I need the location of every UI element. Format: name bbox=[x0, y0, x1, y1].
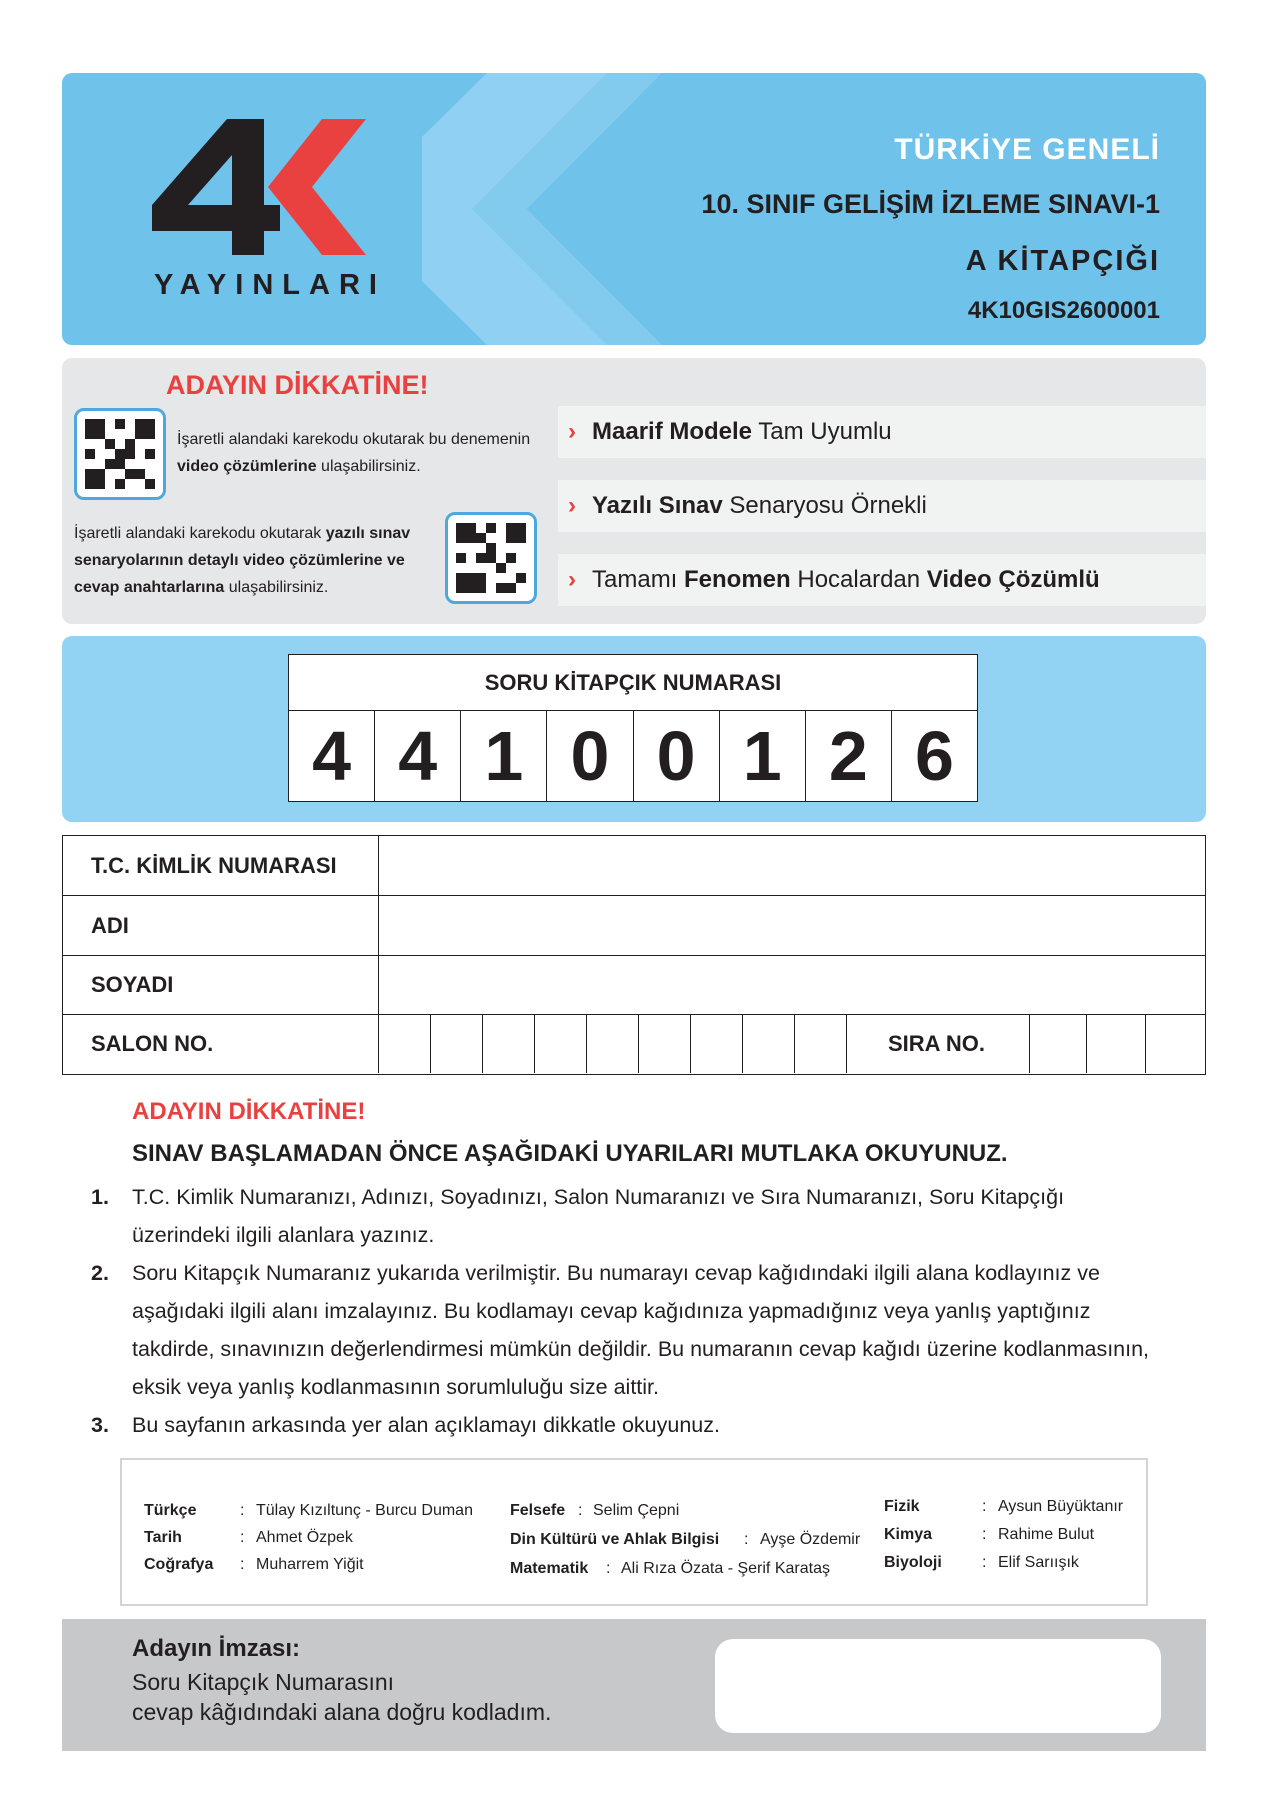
booklet-digit: 0 bbox=[547, 711, 633, 801]
qr-code-written-exam-icon[interactable] bbox=[445, 512, 537, 604]
instructions-heading: SINAV BAŞLAMADAN ÖNCE AŞAĞIDAKİ UYARILARI MUTLAKA OKUYUNUZ. bbox=[132, 1140, 1008, 1167]
instruction-text: Soru Kitapçık Numaranız yukarıda verilmiştir. Bu numarayı cevap kağıdındaki ilgili alana kodlayınız ve aşağıdaki ilgili alanı imzalayınız. Bu kodlamayı cevap kağıdınıza yapmadığınız veya yanlış yaptığınız takdirde, sınavınızın değerlendirmesi mümkün değildir. Bu numaranın cevap kağıdı üzerine kodlanmasının, eksik veya yanlış kodlanmasının sorumluluğu size aittir. bbox=[132, 1261, 1150, 1399]
salon-digit-cell[interactable] bbox=[535, 1015, 587, 1073]
booklet-number-panel bbox=[62, 636, 1206, 822]
salon-digit-cell[interactable] bbox=[483, 1015, 535, 1073]
author-subject: Kimya bbox=[884, 1526, 933, 1543]
booklet-digit: 0 bbox=[634, 711, 720, 801]
salon-digit-cell[interactable] bbox=[639, 1015, 691, 1073]
signature-statement-line1: Soru Kitapçık Numarasını bbox=[132, 1669, 395, 1695]
qr-video-instructions: İşaretli alandaki karekodu okutarak bu denemenin video çözümlerine ulaşabilirsiniz. bbox=[177, 431, 531, 475]
author-names: Muharrem Yiğit bbox=[256, 1556, 364, 1573]
exam-code: 4K10GIS2600001 bbox=[967, 297, 1160, 324]
author-subject: Tarih bbox=[144, 1529, 182, 1546]
author-subject: Coğrafya bbox=[144, 1556, 214, 1573]
signature-panel bbox=[62, 1619, 1206, 1751]
booklet-digit: 2 bbox=[806, 711, 892, 801]
author-colon: : bbox=[240, 1529, 245, 1546]
booklet-type-title: A KİTAPÇIĞI bbox=[965, 245, 1160, 277]
signature-title: Adayın İmzası: bbox=[132, 1635, 301, 1662]
salon-digit-cell[interactable] bbox=[379, 1015, 431, 1073]
name-row bbox=[63, 896, 1205, 956]
author-colon: : bbox=[606, 1560, 611, 1577]
author-names: Aysun Büyüktanır bbox=[998, 1498, 1124, 1515]
name-label: ADI bbox=[63, 896, 379, 955]
sira-digit-cell[interactable] bbox=[1146, 1015, 1205, 1073]
author-subject: Matematik bbox=[510, 1560, 589, 1577]
salon-digit-cell[interactable] bbox=[691, 1015, 743, 1073]
salon-digit-cell[interactable] bbox=[795, 1015, 847, 1073]
author-colon: : bbox=[982, 1526, 987, 1543]
info-panel bbox=[62, 358, 1206, 624]
instruction-number: 1. bbox=[91, 1185, 109, 1209]
authors-box bbox=[120, 1458, 1148, 1606]
author-subject: Türkçe bbox=[144, 1502, 197, 1519]
salon-label: SALON NO. bbox=[63, 1015, 379, 1073]
author-colon: : bbox=[744, 1531, 749, 1548]
4k-logo-icon bbox=[152, 119, 382, 259]
author-names: Elif Sarıışık bbox=[998, 1554, 1079, 1571]
booklet-digit: 4 bbox=[289, 711, 375, 801]
tc-row bbox=[63, 836, 1205, 896]
author-colon: : bbox=[578, 1502, 583, 1519]
salon-digit-cell[interactable] bbox=[587, 1015, 639, 1073]
sira-label: SIRA NO. bbox=[888, 1031, 985, 1056]
author-subject: Din Kültürü ve Ahlak Bilgisi bbox=[510, 1531, 720, 1548]
instruction-item bbox=[91, 1406, 1201, 1444]
salon-digit-cell[interactable] bbox=[431, 1015, 483, 1073]
author-names: Tülay Kızıltunç - Burcu Duman bbox=[256, 1502, 473, 1519]
feature-maarif: › Maarif Modele Tam Uyumlu bbox=[558, 406, 1206, 458]
instruction-text: T.C. Kimlik Numaranızı, Adınızı, Soyadınızı, Salon Numaranızı ve Sıra Numaranızı, Soru Kitapçığı üzerindeki ilgili alanlara yazınız. bbox=[132, 1185, 1065, 1247]
author-subject: Biyoloji bbox=[884, 1554, 942, 1571]
booklet-digit: 1 bbox=[461, 711, 547, 801]
sira-digit-cell[interactable] bbox=[1029, 1015, 1087, 1073]
qr-code-video-icon[interactable] bbox=[74, 408, 166, 500]
author-subject: Fizik bbox=[884, 1498, 920, 1515]
surname-input-field[interactable] bbox=[379, 956, 1205, 1014]
sira-digit-cell[interactable] bbox=[1087, 1015, 1146, 1073]
signature-statement-line2: cevap kâğıdındaki alana doğru kodladım. bbox=[132, 1699, 552, 1725]
surname-row bbox=[63, 956, 1205, 1015]
author-colon: : bbox=[240, 1502, 245, 1519]
instruction-text: Bu sayfanın arkasında yer alan açıklamayı dikkatle okuyunuz. bbox=[132, 1413, 720, 1437]
instruction-item bbox=[91, 1254, 1201, 1406]
feature-written-exam: › Yazılı Sınav Senaryosu Örnekli bbox=[558, 480, 1206, 532]
name-input-field[interactable] bbox=[379, 896, 1205, 955]
qr-written-exam-instructions: İşaretli alandaki karekodu okutarak yazılı sınav senaryolarının detaylı video çözümlerine ve cevap anahtarlarına ulaşabilirsiniz. bbox=[74, 525, 411, 596]
author-names: Ahmet Özpek bbox=[256, 1529, 353, 1546]
booklet-digit: 6 bbox=[914, 717, 954, 795]
author-subject: Felsefe bbox=[510, 1502, 566, 1519]
signature-box[interactable] bbox=[715, 1639, 1161, 1733]
exam-scope-title: TÜRKİYE GENELİ bbox=[894, 133, 1160, 166]
salon-digit-cell[interactable] bbox=[743, 1015, 795, 1073]
chevron-right-icon: › bbox=[568, 418, 576, 445]
feature-video-solutions: › Tamamı Fenomen Hocalardan Video Çözümlü bbox=[558, 554, 1206, 606]
exam-name-title: 10. SINIF GELİŞİM İZLEME SINAVI-1 bbox=[701, 189, 1160, 219]
author-names: Rahime Bulut bbox=[998, 1526, 1095, 1543]
tc-label: T.C. KİMLİK NUMARASI bbox=[63, 836, 379, 895]
booklet-digit: 4 bbox=[375, 711, 461, 801]
logo-text: YAYINLARI bbox=[154, 269, 386, 301]
chevron-right-icon: › bbox=[568, 566, 576, 593]
author-colon: : bbox=[982, 1498, 987, 1515]
author-colon: : bbox=[240, 1556, 245, 1573]
booklet-number-box bbox=[288, 654, 978, 802]
surname-label: SOYADI bbox=[63, 956, 379, 1014]
candidate-info-table bbox=[62, 835, 1206, 1075]
author-colon: : bbox=[982, 1554, 987, 1571]
header-banner bbox=[62, 73, 1206, 345]
tc-input-field[interactable] bbox=[379, 836, 1205, 895]
booklet-number-label: SORU KİTAPÇIK NUMARASI bbox=[289, 655, 977, 711]
attention-title: ADAYIN DİKKATİNE! bbox=[166, 370, 429, 400]
booklet-number-digits bbox=[289, 711, 977, 801]
author-names: Ali Rıza Özata - Şerif Karataş bbox=[621, 1560, 830, 1577]
instructions-attention: ADAYIN DİKKATİNE! bbox=[132, 1098, 366, 1125]
salon-sira-row bbox=[63, 1015, 1205, 1073]
author-names: Selim Çepni bbox=[593, 1502, 680, 1519]
instruction-item bbox=[91, 1178, 1201, 1254]
chevron-right-icon: › bbox=[568, 492, 576, 519]
author-names: Ayşe Özdemir bbox=[760, 1531, 861, 1548]
booklet-digit: 1 bbox=[720, 711, 806, 801]
instruction-number: 3. bbox=[91, 1413, 109, 1437]
instruction-number: 2. bbox=[91, 1261, 109, 1285]
